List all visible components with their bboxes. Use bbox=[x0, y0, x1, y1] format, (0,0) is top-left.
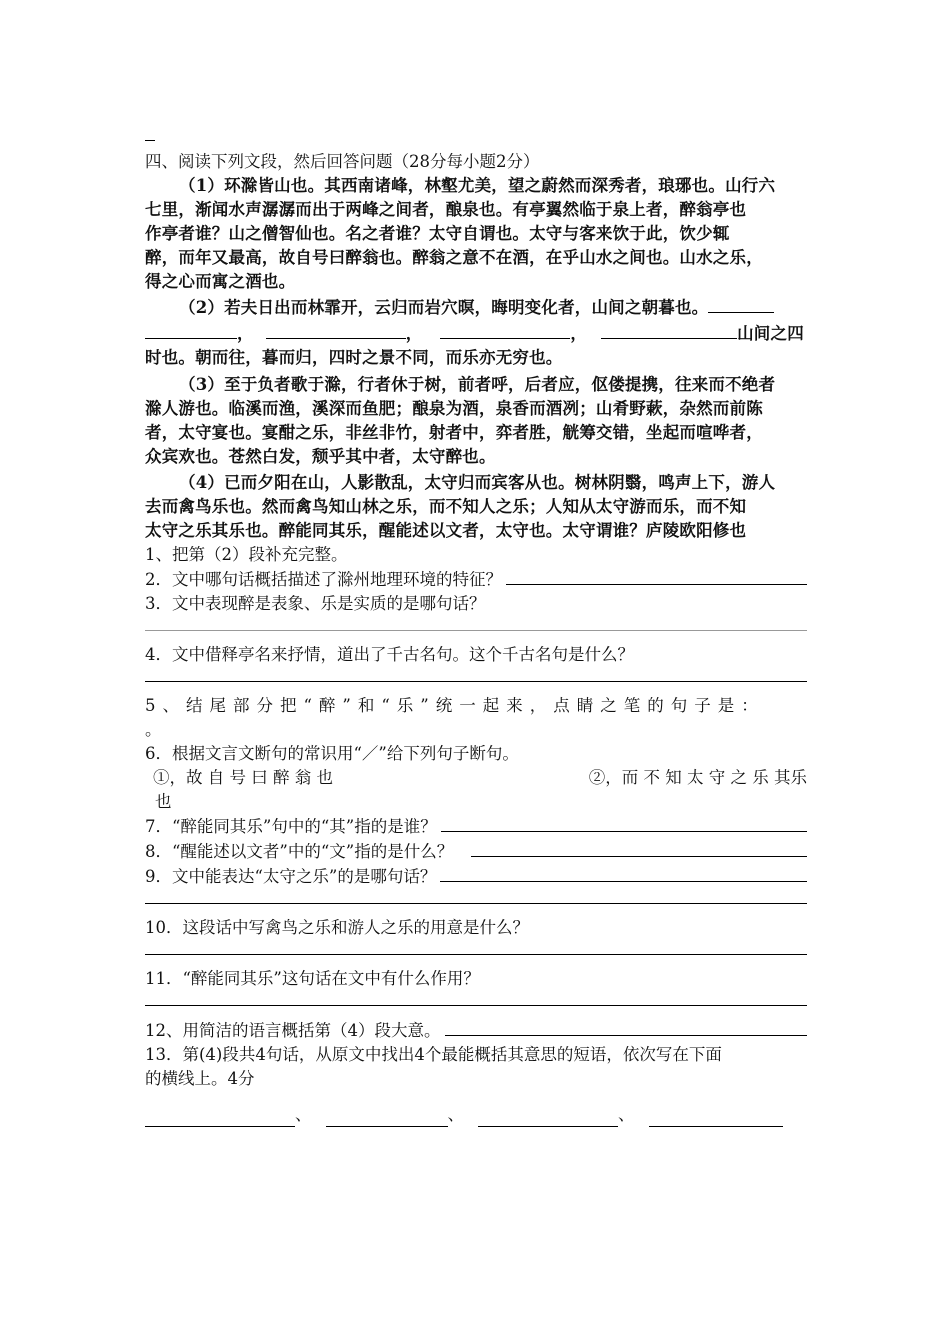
question-12-text: 12、用简洁的语言概括第（4）段大意。 bbox=[145, 1021, 441, 1040]
question-5: 5、结尾部分把“醉”和“乐”统一起来，点睛之笔的句子是： bbox=[145, 696, 765, 715]
question-4: 4．文中借释亭名来抒情，道出了千古名句。这个千古名句是什么？ bbox=[145, 645, 634, 664]
question-7-text: 7．“醉能同其乐”句中的“其”指的是谁？ bbox=[145, 817, 437, 836]
passage-p3-line: （3）至于负者歌于滁，行者休于树，前者呼，后者应，伛偻提携，往来而不绝者 bbox=[179, 375, 776, 394]
question-2-text: 2．文中哪句话概括描述了滁州地理环境的特征？ bbox=[145, 570, 502, 589]
passage-p1-line: （1）环滁皆山也。其西南诸峰，林壑尤美，望之蔚然而深秀者，琅琊也。山行六 bbox=[179, 176, 776, 195]
passage-p2-line bbox=[145, 294, 807, 320]
passage-p3-line: 滁人游也。临溪而渔，溪深而鱼肥；酿泉为酒，泉香而酒冽；山肴野蔌，杂然而前陈 bbox=[145, 399, 763, 418]
question-5-end: 。 bbox=[145, 720, 162, 739]
passage-p1-line: 七里，渐闻水声潺潺而出于两峰之间者，酿泉也。有亭翼然临于泉上者，醉翁亭也 bbox=[145, 200, 747, 219]
passage-p3-line: 者，太守宴也。宴酣之乐，非丝非竹，射者中，弈者胜，觥筹交错，坐起而喧哗者， bbox=[145, 423, 763, 442]
question-10: 10．这段话中写禽鸟之乐和游人之乐的用意是什么？ bbox=[145, 918, 529, 937]
answer-line[interactable] bbox=[471, 839, 807, 857]
fill-blank[interactable] bbox=[440, 320, 570, 339]
question-13: 13．第(4)段共4句话，从原文中找出4个最能概括其意思的短语，依次写在下面 bbox=[145, 1045, 722, 1064]
answer-line[interactable] bbox=[445, 1018, 808, 1036]
separator: 、 bbox=[618, 1105, 635, 1124]
passage-p2-blank-line: ， ， ， 山间之四 bbox=[145, 320, 807, 346]
question-13-answers bbox=[145, 1103, 807, 1127]
passage-p2-start: （2）若夫日出而林霏开，云归而岩穴暝，晦明变化者，山间之朝暮也。 bbox=[179, 298, 709, 317]
answer-line[interactable] bbox=[145, 1005, 807, 1006]
question-6-items bbox=[145, 766, 807, 790]
question-9-text: 9．文中能表达“太守之乐”的是哪句话？ bbox=[145, 867, 437, 886]
fill-blank[interactable] bbox=[145, 1108, 295, 1127]
passage-p1-line: 作亭者谁？山之僧智仙也。名之者谁？太守自谓也。太守与客来饮于此，饮少辄 bbox=[145, 224, 730, 243]
fill-blank[interactable] bbox=[649, 1108, 783, 1127]
fill-blank[interactable] bbox=[326, 1108, 448, 1127]
fill-blank[interactable] bbox=[478, 1108, 618, 1127]
passage-p1-line: 得之心而寓之酒也。 bbox=[145, 272, 296, 291]
fill-blank[interactable] bbox=[145, 320, 237, 339]
passage-p4-line: 去而禽鸟乐也。然而禽鸟知山林之乐，而不知人之乐；人知从太守游而乐，而不知 bbox=[145, 497, 747, 516]
answer-line[interactable] bbox=[145, 681, 807, 682]
passage-p2-mid: 山间之四 bbox=[737, 324, 804, 343]
passage-p3-line: 众宾欢也。苍然白发，颓乎其中者，太守醉也。 bbox=[145, 447, 496, 466]
question-8 bbox=[145, 839, 807, 864]
fill-blank[interactable] bbox=[601, 320, 737, 339]
answer-line[interactable] bbox=[145, 903, 807, 904]
section-title: 四、阅读下列文段，然后回答问题（28分每小题2分） bbox=[145, 152, 540, 171]
question-9 bbox=[145, 864, 807, 889]
question-3: 3．文中表现醉是表象、乐是实质的是哪句话？ bbox=[145, 594, 486, 613]
passage-p1-line: 醉，而年又最高，故自号曰醉翁也。醉翁之意不在酒，在乎山水之间也。山水之乐， bbox=[145, 248, 763, 267]
question-8-text: 8．“醒能述以文者”中的“文”指的是什么？ bbox=[145, 842, 454, 861]
question-7 bbox=[145, 814, 807, 839]
fill-blank[interactable] bbox=[266, 320, 406, 339]
answer-line[interactable] bbox=[506, 567, 807, 585]
answer-line[interactable] bbox=[441, 814, 807, 832]
passage-p4-line: （4）已而夕阳在山，人影散乱，太守归而宾客从也。树林阴翳，鸣声上下，游人 bbox=[179, 473, 776, 492]
question-6-item-b: ②，而 不 知 太 守 之 乐 其乐 bbox=[588, 768, 807, 787]
question-6-item-b-cont: 也 bbox=[155, 792, 172, 811]
question-6: 6．根据文言文断句的常识用“／”给下列句子断句。 bbox=[145, 744, 519, 763]
question-2 bbox=[145, 567, 807, 592]
passage-p4-line: 太守之乐其乐也。醉能同其乐，醒能述以文者，太守也。太守谓谁？庐陵欧阳修也 bbox=[145, 521, 747, 540]
separator: 、 bbox=[447, 1105, 464, 1124]
document-page bbox=[145, 128, 807, 1127]
question-6-item-a: ①，故 自 号 曰 醉 翁 也 bbox=[153, 768, 333, 787]
answer-line[interactable] bbox=[440, 864, 807, 882]
question-13-cont: 的横线上。4分 bbox=[145, 1069, 255, 1088]
answer-line[interactable] bbox=[145, 954, 807, 955]
answer-line[interactable] bbox=[145, 630, 807, 631]
separator: 、 bbox=[295, 1105, 312, 1124]
question-1: 1、把第（2）段补充完整。 bbox=[145, 545, 348, 564]
fill-blank[interactable] bbox=[708, 294, 774, 313]
question-12 bbox=[145, 1018, 807, 1043]
passage-p2-end: 时也。朝而往，暮而归，四时之景不同，而乐亦无穷也。 bbox=[145, 348, 563, 367]
question-11: 11．“醉能同其乐”这句话在文中有什么作用？ bbox=[145, 969, 480, 988]
